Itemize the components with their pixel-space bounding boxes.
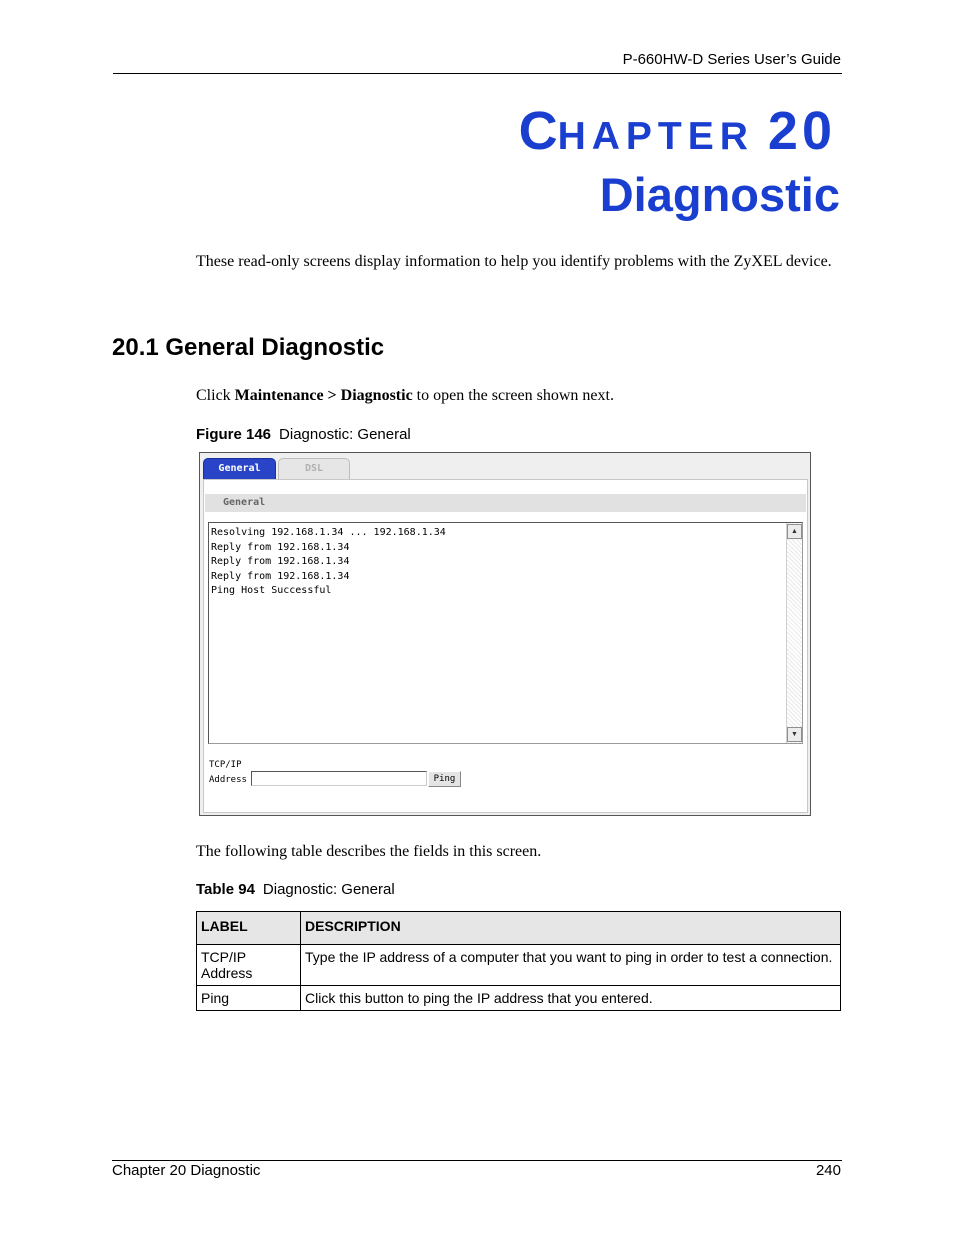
tab-bar: [203, 458, 350, 478]
output-line: Reply from 192.168.1.34: [211, 570, 350, 582]
scroll-down-arrow-icon[interactable]: ▼: [787, 727, 802, 742]
table-header-row: [197, 912, 841, 945]
panel-title: General: [205, 494, 806, 512]
table-caption: [196, 881, 395, 898]
footer-chapter: Chapter 20 Diagnostic: [112, 1162, 261, 1179]
chapter-label-rest: HAPTER: [557, 115, 754, 158]
description-table: [196, 911, 841, 1011]
tab-dsl-line[interactable]: DSL: [278, 458, 350, 480]
row-label: [197, 945, 301, 986]
chapter-number: 20: [767, 101, 836, 161]
ping-button[interactable]: Ping: [428, 771, 461, 787]
tab-general[interactable]: General: [203, 458, 276, 480]
table-label: Table 94: [196, 881, 255, 898]
figure-title: Diagnostic: General: [279, 426, 411, 443]
row-description: Type the IP address of a computer that you want to ping in order to test a connection.: [301, 945, 841, 986]
ping-output-area[interactable]: [208, 522, 803, 744]
general-panel: [203, 479, 808, 813]
output-line: Reply from 192.168.1.34: [211, 556, 350, 567]
footer-rule: [112, 1160, 842, 1161]
table-intro: The following table describes the fields in this screen.: [196, 843, 542, 860]
tcpip-address-label: [209, 758, 247, 788]
column-header-label: LABEL: [197, 912, 301, 945]
output-line: Ping Host Successful: [211, 585, 332, 596]
column-header-description: DESCRIPTION: [301, 912, 841, 945]
row-label-line2: Address: [201, 965, 253, 981]
ping-output-lines: [211, 526, 446, 599]
table-title: Diagnostic: General: [262, 881, 395, 898]
table-row: [197, 945, 841, 986]
chapter-label-cap: C: [518, 101, 558, 161]
running-header: P-660HW-D Series User’s Guide: [622, 51, 841, 68]
instruction-suffix: to open the screen shown next.: [412, 387, 614, 404]
header-rule: [113, 73, 842, 74]
row-label: Ping: [197, 986, 301, 1011]
tcpip-label-line2: Address: [209, 775, 247, 785]
row-label-line1: TCP/IP: [201, 949, 247, 965]
output-line: Resolving 192.168.1.34 ... 192.168.1.34: [211, 527, 446, 538]
figure-caption: [196, 426, 411, 443]
output-line: Reply from 192.168.1.34: [211, 541, 350, 553]
instruction-prefix: Click: [196, 387, 235, 404]
instruction-paragraph: [196, 386, 614, 406]
tcpip-address-input[interactable]: [251, 771, 427, 786]
scroll-up-arrow-icon[interactable]: ▲: [787, 524, 802, 539]
diagnostic-screenshot: [199, 452, 811, 816]
figure-label: Figure 146: [196, 426, 272, 443]
chapter-label: [0, 100, 836, 168]
chapter-title: Diagnostic: [599, 168, 840, 221]
tcpip-label-line1: TCP/IP: [209, 760, 242, 770]
vertical-scrollbar[interactable]: [786, 523, 802, 743]
instruction-menu-path: Maintenance > Diagnostic: [234, 387, 413, 404]
row-description: Click this button to ping the IP address that you entered.: [301, 986, 841, 1011]
table-row: [197, 986, 841, 1011]
intro-paragraph: These read-only screens display information to help you identify problems with the ZyXEL device.: [196, 253, 832, 270]
footer-page-number: 240: [815, 1162, 841, 1179]
section-heading: 20.1 General Diagnostic: [112, 334, 385, 361]
